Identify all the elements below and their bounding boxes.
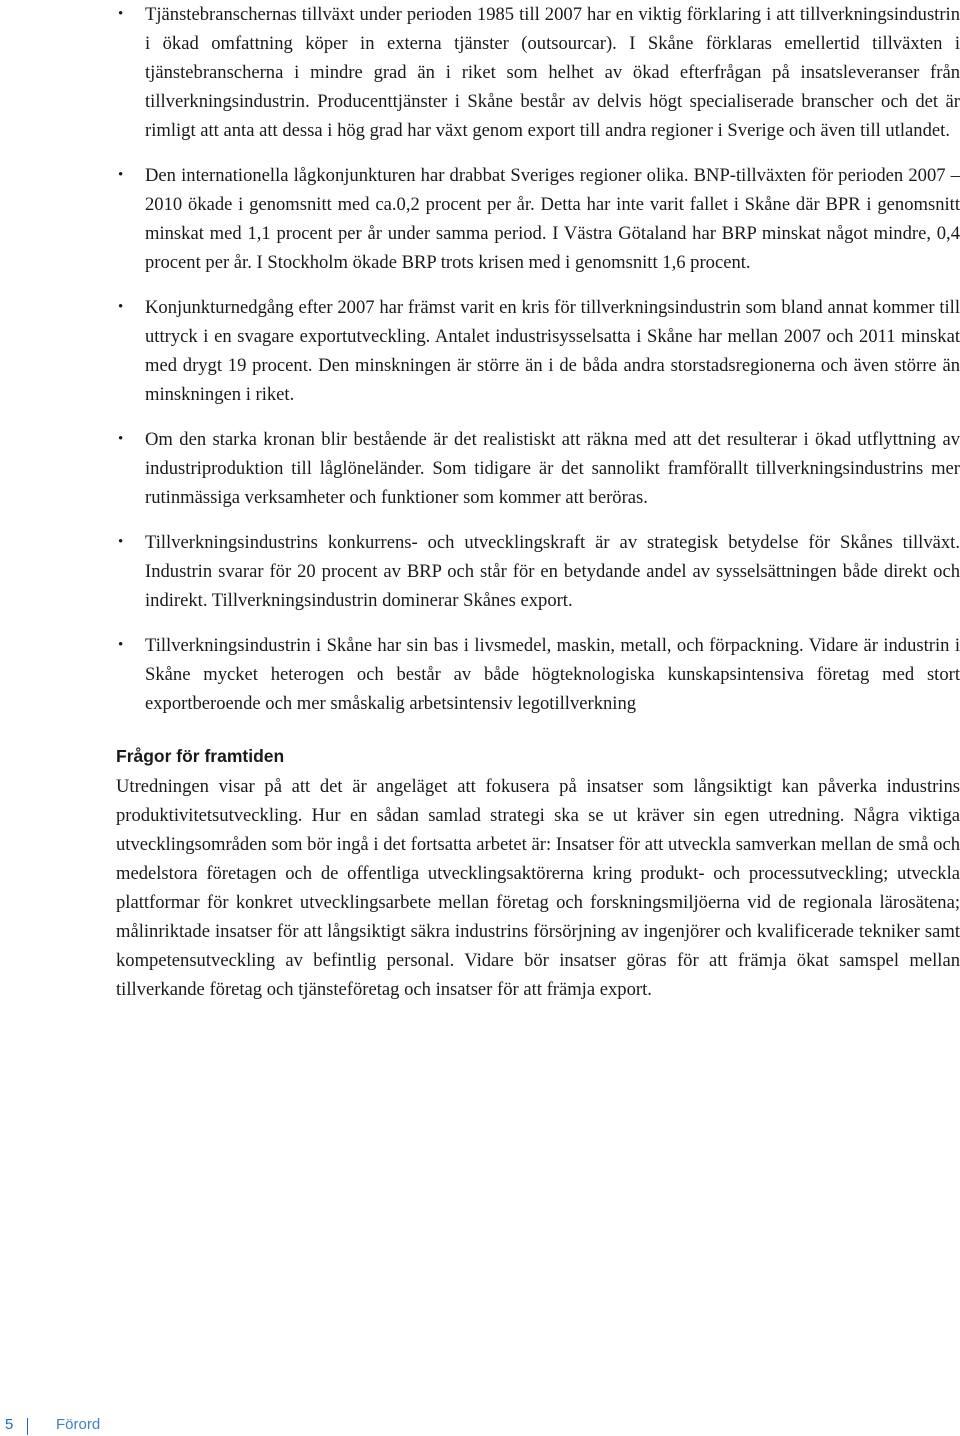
bullet-item (116, 293, 960, 409)
bullet-text: Tjänstebranschernas tillväxt under perioden 1985 till 2007 har en viktig förklaring i att tillverkningsindustrin i ökad omfattning köper in externa tjänster (outsourcar). I Skåne förklaras emellertid tillväxten i tjänstebranscherna i mindre grad än i riket som helhet av ökad efterfrågan på insatsleveranser från tillverkningsindustrin. Producenttjänster i Skåne består av delvis högt specialiserade branscher och det är rimligt att anta att dessa i hög grad har växt genom export till andra regioner i Sverige och även till utlandet. (145, 4, 960, 141)
bullet-list (116, 0, 960, 718)
footer-divider (27, 1418, 28, 1435)
bullet-item (116, 528, 960, 615)
bullet-text: Konjunkturnedgång efter 2007 har främst varit en kris för tillverkningsindustrin som bland annat kommer till uttryck i en svagare exportutveckling. Antalet industrisysselsatta i Skåne har mellan 2007 och 2011 minskat med drygt 19 procent. Den minskningen är större än i de båda andra storstadsregionerna och även större än minskningen i riket. (145, 297, 960, 405)
page-content (116, 0, 960, 1004)
bullet-text: Den internationella lågkonjunkturen har drabbat Sveriges regioner olika. BNP-tillväxten för perioden 2007 – 2010 ökade i genomsnitt med ca.0,2 procent per år. Detta har inte varit fallet i Skåne där BPR i genomsnitt minskat med 1,1 procent per år under samma period. I Västra Götaland har BRP minskat något mindre, 0,4 procent per år. I Stockholm ökade BRP trots krisen med i genomsnitt 1,6 procent. (145, 165, 960, 273)
bullet-icon: • (118, 299, 124, 315)
bullet-item (116, 161, 960, 277)
bullet-icon: • (118, 534, 124, 550)
page-number: 5 (5, 1416, 14, 1433)
bullet-item (116, 425, 960, 512)
bullet-icon: • (118, 637, 124, 653)
bullet-icon: • (118, 6, 124, 22)
section-body: Utredningen visar på att det är angeläget att fokusera på insatser som långsiktigt kan påverka industrins produktivitetsutveckling. Hur en sådan samlad strategi ska se ut kräver sin egen utredning. Några viktiga utvecklingsområden som bör ingå i det fortsatta arbetet är: Insatser för att utveckla samverkan mellan de små och medelstora företagen och de offentliga utvecklingsaktörerna kring produkt- och processutveckling; utveckla plattformar för konkret utvecklingsarbete mellan företag och forskningsmiljöerna vid de regionala lärosätena; målinriktade insatser för att långsiktigt säkra industrins försörjning av ingenjörer och kvalificerade tekniker samt kompetensutveckling av befintlig personal. Vidare bör insatser göras för att främja ökat samspel mellan tillverkande företag och tjänsteföretag och insatser för att främja export. (116, 776, 960, 1000)
section-heading: Frågor för framtiden (116, 746, 285, 766)
bullet-text: Om den starka kronan blir bestående är det realistiskt att räkna med att det resulterar i ökad utflyttning av industriproduktion till låglöneländer. Som tidigare är det sannolikt framförallt tillverkningsindustrins mer rutinmässiga verksamheter och funktioner som kommer att beröras. (145, 429, 960, 508)
page-footer (0, 1412, 200, 1436)
bullet-text: Tillverkningsindustrins konkurrens- och utvecklingskraft är av strategisk betydelse för Skånes tillväxt. Industrin svarar för 20 procent av BRP och står för en betydande andel av sysselsättningen både direkt och indirekt. Tillverkningsindustrin dominerar Skånes export. (145, 532, 960, 611)
bullet-item (116, 0, 960, 145)
bullet-item (116, 631, 960, 718)
bullet-icon: • (118, 167, 124, 183)
bullet-text: Tillverkningsindustrin i Skåne har sin bas i livsmedel, maskin, metall, och förpackning. Vidare är industrin i Skåne mycket heterogen och består av både högteknologiska kunskapsintensiva företag med stort exportberoende och mer småskalig arbetsintensiv legotillverkning (145, 635, 960, 714)
bullet-icon: • (118, 431, 124, 447)
footer-section-name: Förord (56, 1416, 101, 1433)
